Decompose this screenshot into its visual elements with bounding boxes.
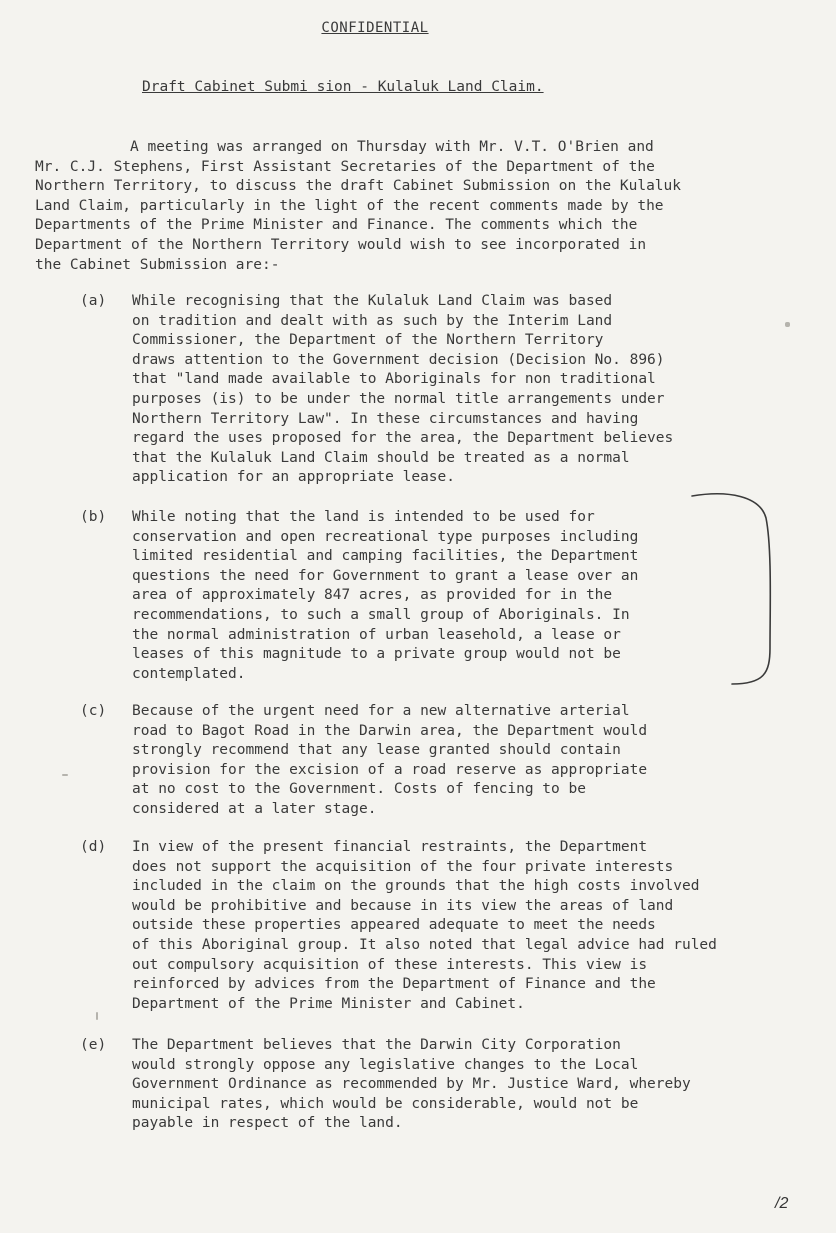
paragraph-line: would be prohibitive and because in its view the areas of land (132, 897, 674, 914)
paragraph-line: Department of the Prime Minister and Cabinet. (132, 995, 525, 1012)
paragraph-line: strongly recommend that any lease granted should contain (132, 742, 621, 759)
paragraph-label: (b) (80, 509, 107, 525)
scan-speck (62, 774, 68, 776)
intro-line: A meeting was arranged on Thursday with Mr. V.T. O'Brien and (130, 139, 654, 155)
intro-line: Mr. C.J. Stephens, First Assistant Secretaries of the Department of the (35, 158, 655, 175)
paragraph-line: that "land made available to Aboriginals for non traditional (132, 371, 656, 388)
paragraph-line: considered at a later stage. (132, 800, 377, 817)
intro-line: Departments of the Prime Minister and Finance. The comments which the (35, 217, 638, 234)
paragraph-line: In view of the present financial restraints, the Department (132, 839, 648, 855)
paragraph-line: on tradition and dealt with as such by the Interim Land (132, 312, 613, 329)
margin-bracket-mark (688, 488, 788, 698)
paragraph-line: conservation and open recreational type purposes including (132, 528, 639, 545)
scan-speck (785, 322, 790, 327)
paragraph-line: payable in respect of the land. (132, 1115, 403, 1132)
paragraph-body (132, 838, 717, 1014)
paragraph-line: The Department believes that the Darwin City Corporation (132, 1037, 621, 1053)
paragraph-body (132, 702, 647, 820)
intro-line: the Cabinet Submission are:- (35, 256, 280, 273)
intro-line: Department of the Northern Territory would wish to see incorporated in (35, 236, 647, 253)
paragraph-line: questions the need for Government to grant a lease over an (132, 567, 639, 584)
intro-paragraph (35, 138, 795, 275)
page-number: /2 (775, 1195, 789, 1212)
paragraph-line: contemplated. (132, 665, 246, 682)
paragraph-line: Government Ordinance as recommended by Mr. Justice Ward, whereby (132, 1076, 691, 1093)
paragraph-line: Commissioner, the Department of the Northern Territory (132, 332, 604, 349)
paragraph-body (132, 508, 638, 684)
paragraph-line: that the Kulaluk Land Claim should be treated as a normal (132, 449, 630, 466)
paragraph-label: (e) (80, 1037, 107, 1053)
paragraph-line: reinforced by advices from the Department of Finance and the (132, 976, 656, 993)
paragraph-line: municipal rates, which would be considerable, would not be (132, 1095, 639, 1112)
paragraph-line: included in the claim on the grounds that the high costs involved (132, 878, 700, 895)
paragraph-line: area of approximately 847 acres, as provided for in the (132, 587, 613, 604)
paragraph-line: While noting that the land is intended to be used for (132, 509, 595, 525)
scan-speck (96, 1012, 98, 1020)
paragraph-line: out compulsory acquisition of these interests. This view is (132, 956, 648, 973)
paragraph-line: recommendations, to such a small group of Aboriginals. In (132, 606, 630, 623)
paragraph-line: Because of the urgent need for a new alternative arterial (132, 703, 630, 719)
intro-line: Land Claim, particularly in the light of the recent comments made by the (35, 197, 664, 214)
paragraph-line: provision for the excision of a road reserve as appropriate (132, 761, 648, 778)
paragraph-label: (d) (80, 839, 107, 855)
paragraph-line: does not support the acquisition of the four private interests (132, 858, 674, 875)
paragraph-line: application for an appropriate lease. (132, 469, 456, 486)
paragraph-line: While recognising that the Kulaluk Land Claim was based (132, 293, 613, 309)
paragraph-label: (a) (80, 293, 107, 309)
paragraph-line: leases of this magnitude to a private group would not be (132, 646, 621, 663)
classification-heading: CONFIDENTIAL (321, 20, 429, 36)
paragraph-line: Northern Territory Law". In these circumstances and having (132, 410, 639, 427)
paragraph-label: (c) (80, 703, 107, 719)
paragraph-body (132, 1036, 691, 1134)
paragraph-line: limited residential and camping facilities, the Department (132, 548, 639, 565)
paragraph-line: of this Aboriginal group. It also noted that legal advice had ruled (132, 936, 717, 953)
paragraph-line: outside these properties appeared adequate to meet the needs (132, 917, 656, 934)
paragraph-line: purposes (is) to be under the normal title arrangements under (132, 390, 665, 407)
document-title: Draft Cabinet Submi sion - Kulaluk Land Claim. (142, 79, 544, 95)
paragraph-line: regard the uses proposed for the area, the Department believes (132, 430, 674, 447)
paragraph-line: draws attention to the Government decision (Decision No. 896) (132, 351, 665, 368)
intro-line: Northern Territory, to discuss the draft Cabinet Submission on the Kulaluk (35, 178, 682, 195)
paragraph-line: road to Bagot Road in the Darwin area, the Department would (132, 722, 648, 739)
paragraph-line: at no cost to the Government. Costs of fencing to be (132, 781, 586, 798)
paragraph-line: the normal administration of urban leasehold, a lease or (132, 626, 621, 643)
paragraph-line: would strongly oppose any legislative changes to the Local (132, 1056, 639, 1073)
paragraph-body (132, 292, 673, 488)
